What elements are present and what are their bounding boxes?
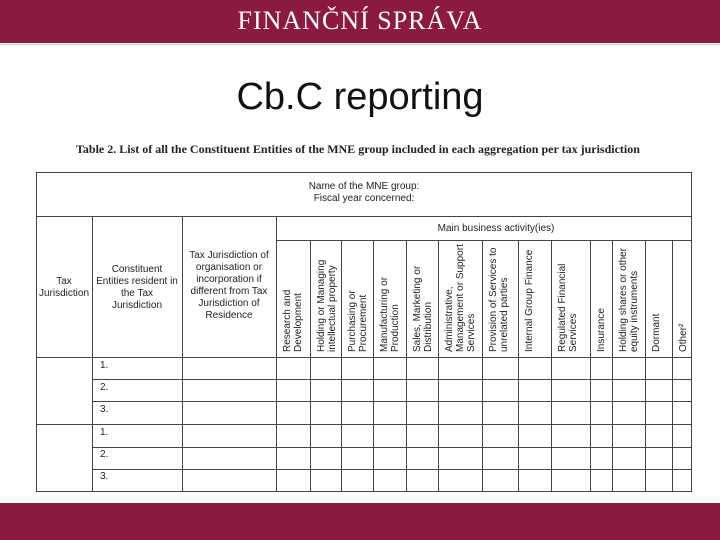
activity-label: Sales, Marketing or Distribution [412, 265, 434, 352]
activity-label: Regulated Financial Services [557, 263, 579, 352]
grid-line [341, 240, 342, 492]
col-constituent-entities: Constituent Entities resident in the Tax Jurisdiction [96, 264, 178, 311]
footer-bar [0, 503, 720, 540]
grid-line [645, 240, 646, 492]
col-tax-jurisdiction: Tax Jurisdiction [38, 276, 90, 299]
grid-line [482, 240, 483, 492]
grid-line [182, 216, 183, 492]
grid-line [551, 240, 552, 492]
grid-line [92, 216, 93, 492]
row-number: 3. [100, 471, 109, 482]
grid-line [373, 240, 374, 492]
grid-line [36, 172, 692, 173]
activities-header: Main business activity(ies) [437, 223, 555, 234]
cbc-table [36, 172, 692, 492]
fiscal-year-label: Fiscal year concerned: [313, 193, 415, 204]
grid-line [276, 240, 692, 241]
header-divider [0, 44, 720, 45]
grid-line [310, 240, 311, 492]
slide-title: Cb.C reporting [236, 76, 484, 118]
activity-label: Insurance [596, 308, 607, 352]
grid-line [438, 240, 439, 492]
activity-label: Administrative, Management or Support Services [444, 244, 477, 352]
row-number: 2. [100, 449, 109, 460]
row-number: 1. [100, 427, 109, 438]
grid-line [691, 172, 692, 492]
grid-line [672, 240, 673, 492]
col-org-jurisdiction: Tax Jurisdiction of organisation or incorporation if different from Tax Jurisdiction of Residence [189, 250, 269, 321]
activity-label: Provision of Services to unrelated parties [488, 247, 510, 352]
activity-label: Dormant [651, 313, 662, 352]
header-bar [0, 0, 720, 43]
grid-line [36, 216, 692, 217]
grid-line [406, 240, 407, 492]
table-caption: Table 2. List of all the Constituent Entities of the MNE group included in each aggregation per tax jurisdiction [76, 142, 640, 156]
group-name-label: Name of the MNE group: [308, 181, 420, 192]
grid-line [36, 172, 37, 492]
row-number: 2. [100, 382, 109, 393]
activity-label: Holding or Managing intellectual property [316, 259, 338, 352]
row-number: 1. [100, 360, 109, 371]
grid-line [36, 357, 692, 358]
activity-label: Manufacturing or Production [379, 276, 401, 352]
row-number: 3. [100, 404, 109, 415]
activity-label: Research and Development [282, 289, 304, 352]
grid-line [518, 240, 519, 492]
grid-line [36, 491, 692, 492]
grid-line [36, 424, 692, 425]
activity-label: Purchasing or Procurement [347, 290, 369, 352]
activity-label: Holding shares or other equity instruments [618, 248, 640, 352]
activity-label: Other² [678, 323, 689, 352]
grid-line [612, 240, 613, 492]
grid-line [276, 216, 277, 492]
activity-label: Internal Group Finance [524, 249, 535, 352]
brand-title: FINANČNÍ SPRÁVA [237, 6, 483, 35]
grid-line [590, 240, 591, 492]
